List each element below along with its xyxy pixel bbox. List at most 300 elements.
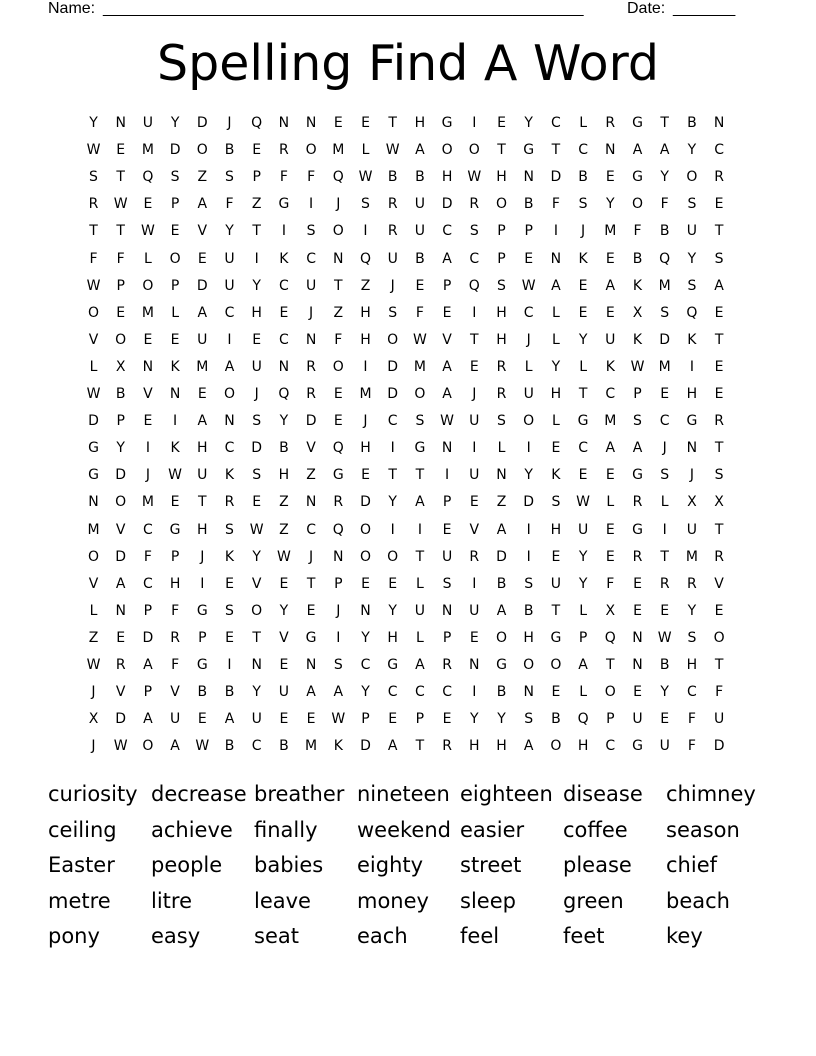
grid-letter[interactable]: N [169, 386, 181, 402]
grid-letter[interactable]: A [442, 386, 452, 402]
grid-letter[interactable]: P [170, 196, 180, 213]
grid-letter[interactable]: U [713, 711, 725, 728]
grid-letter[interactable]: J [145, 467, 150, 484]
grid-letter[interactable]: E [143, 413, 153, 430]
grid-letter[interactable]: A [115, 575, 126, 592]
grid-letter[interactable]: X [115, 358, 126, 375]
grid-letter[interactable]: R [632, 548, 643, 565]
grid-letter[interactable]: O [332, 358, 344, 375]
grid-letter[interactable]: C [714, 142, 724, 159]
grid-letter[interactable]: L [551, 331, 560, 348]
grid-letter[interactable]: X [687, 494, 697, 511]
grid-letter[interactable]: J [336, 602, 341, 619]
grid-letter[interactable]: C [387, 684, 398, 701]
grid-letter[interactable]: P [116, 413, 125, 430]
grid-letter[interactable]: W [385, 142, 400, 159]
grid-letter[interactable]: T [116, 223, 125, 240]
grid-letter[interactable]: T [551, 602, 561, 619]
grid-letter[interactable]: F [687, 738, 696, 755]
grid-letter[interactable]: T [470, 331, 479, 348]
grid-letter[interactable]: H [550, 386, 562, 402]
grid-letter[interactable]: T [578, 386, 588, 402]
grid-letter[interactable]: E [578, 467, 588, 484]
grid-letter[interactable]: P [606, 711, 615, 728]
grid-letter[interactable]: F [171, 602, 180, 619]
grid-letter[interactable]: K [170, 440, 180, 457]
grid-letter[interactable]: T [89, 223, 98, 240]
grid-letter[interactable]: W [276, 548, 291, 565]
grid-letter[interactable]: T [252, 223, 261, 240]
grid-letter[interactable]: I [390, 521, 395, 538]
grid-letter[interactable]: Q [332, 440, 344, 457]
grid-letter[interactable]: M [305, 738, 318, 755]
grid-letter[interactable]: H [523, 629, 534, 646]
grid-letter[interactable]: R [496, 386, 507, 402]
grid-letter[interactable]: Z [360, 277, 371, 294]
grid-letter[interactable]: F [633, 223, 642, 240]
grid-letter[interactable]: F [89, 250, 98, 267]
grid-letter[interactable]: C [659, 413, 670, 430]
grid-letter[interactable]: I [363, 223, 368, 240]
grid-letter[interactable]: E [279, 711, 289, 728]
grid-letter[interactable]: C [578, 440, 588, 457]
grid-letter[interactable]: N [523, 169, 534, 186]
grid-letter[interactable]: O [142, 738, 154, 755]
grid-letter[interactable]: T [388, 467, 397, 484]
grid-letter[interactable]: O [495, 196, 508, 213]
grid-letter[interactable]: I [553, 223, 558, 240]
grid-letter[interactable]: D [115, 467, 127, 484]
grid-letter[interactable]: R [170, 629, 180, 646]
grid-letter[interactable]: O [169, 250, 181, 267]
grid-letter[interactable]: R [442, 657, 452, 673]
grid-letter[interactable]: E [605, 169, 615, 186]
grid-letter[interactable]: D [550, 169, 562, 186]
grid-letter[interactable]: E [605, 467, 615, 484]
grid-letter[interactable]: H [360, 331, 371, 348]
grid-letter[interactable]: E [361, 115, 370, 131]
grid-letter[interactable]: G [196, 657, 208, 673]
grid-letter[interactable]: B [659, 223, 670, 240]
grid-letter[interactable]: F [687, 711, 696, 728]
grid-letter[interactable]: T [714, 223, 724, 240]
grid-letter[interactable]: U [469, 413, 480, 430]
grid-letter[interactable]: A [714, 277, 724, 294]
grid-letter[interactable]: S [333, 657, 343, 673]
grid-letter[interactable]: V [442, 331, 452, 348]
grid-letter[interactable]: C [306, 521, 316, 538]
grid-letter[interactable]: E [388, 711, 398, 728]
grid-letter[interactable]: H [496, 331, 507, 348]
grid-letter[interactable]: I [526, 521, 531, 538]
grid-letter[interactable]: I [662, 521, 667, 538]
grid-letter[interactable]: S [714, 467, 724, 484]
grid-letter[interactable]: T [714, 440, 724, 457]
grid-letter[interactable]: O [631, 196, 644, 213]
grid-letter[interactable]: E [306, 711, 316, 728]
grid-letter[interactable]: I [472, 115, 477, 131]
grid-letter[interactable]: N [686, 440, 698, 457]
grid-letter[interactable]: A [224, 358, 235, 375]
grid-letter[interactable]: Y [279, 413, 289, 430]
grid-letter[interactable]: C [605, 386, 616, 402]
grid-letter[interactable]: E [252, 494, 262, 511]
grid-letter[interactable]: U [469, 602, 480, 619]
grid-letter[interactable]: Y [279, 602, 289, 619]
grid-letter[interactable]: R [279, 142, 289, 159]
grid-letter[interactable]: J [390, 277, 395, 294]
grid-letter[interactable]: H [360, 304, 371, 321]
grid-letter[interactable]: O [604, 684, 616, 701]
grid-letter[interactable]: E [197, 386, 207, 402]
grid-letter[interactable]: O [468, 142, 480, 159]
grid-letter[interactable]: E [170, 494, 180, 511]
grid-letter[interactable]: N [360, 602, 371, 619]
grid-letter[interactable]: W [86, 657, 101, 673]
grid-letter[interactable]: Y [116, 440, 125, 457]
grid-letter[interactable]: I [445, 467, 450, 484]
grid-letter[interactable]: K [551, 467, 561, 484]
grid-letter[interactable]: P [143, 602, 153, 619]
grid-letter[interactable]: Y [470, 711, 479, 728]
grid-letter[interactable]: O [713, 629, 725, 646]
grid-letter[interactable]: C [306, 250, 316, 267]
grid-letter[interactable]: V [115, 521, 126, 538]
grid-letter[interactable]: Z [251, 196, 262, 213]
grid-letter[interactable]: O [142, 277, 154, 294]
grid-letter[interactable]: E [605, 304, 615, 321]
grid-letter[interactable]: U [414, 196, 426, 213]
grid-letter[interactable]: A [578, 657, 588, 673]
grid-letter[interactable]: I [472, 575, 477, 592]
grid-letter[interactable]: A [170, 738, 180, 755]
grid-letter[interactable]: X [88, 711, 99, 728]
grid-letter[interactable]: A [442, 358, 452, 375]
grid-letter[interactable]: S [524, 711, 534, 728]
grid-letter[interactable]: G [523, 142, 535, 159]
grid-letter[interactable]: F [116, 250, 125, 267]
grid-letter[interactable]: E [197, 711, 207, 728]
grid-letter[interactable]: T [306, 575, 316, 592]
grid-letter[interactable]: E [333, 413, 343, 430]
grid-letter[interactable]: K [170, 358, 180, 375]
grid-letter[interactable]: Y [687, 602, 697, 619]
grid-letter[interactable]: O [223, 386, 236, 402]
grid-letter[interactable]: W [467, 169, 482, 186]
grid-letter[interactable]: T [551, 142, 561, 159]
grid-letter[interactable]: Z [333, 304, 344, 321]
grid-letter[interactable]: U [224, 277, 235, 294]
grid-letter[interactable]: E [497, 115, 506, 131]
grid-letter[interactable]: V [251, 575, 262, 592]
grid-letter[interactable]: N [632, 629, 643, 646]
grid-letter[interactable]: S [225, 169, 234, 186]
grid-letter[interactable]: A [197, 413, 208, 430]
grid-letter[interactable]: N [333, 250, 344, 267]
grid-letter[interactable]: Y [524, 467, 533, 484]
grid-letter[interactable]: U [632, 711, 643, 728]
grid-letter[interactable]: B [578, 169, 588, 186]
grid-letter[interactable]: S [89, 169, 98, 186]
grid-letter[interactable]: P [415, 711, 425, 728]
grid-letter[interactable]: S [225, 521, 234, 538]
grid-letter[interactable]: Y [252, 684, 261, 701]
grid-letter[interactable]: P [442, 629, 452, 646]
grid-letter[interactable]: Y [578, 331, 588, 348]
grid-letter[interactable]: N [305, 657, 317, 673]
grid-letter[interactable]: L [89, 602, 98, 619]
grid-letter[interactable]: S [497, 277, 506, 294]
grid-letter[interactable]: B [224, 684, 235, 701]
grid-letter[interactable]: E [442, 521, 452, 538]
grid-letter[interactable]: C [523, 304, 534, 321]
grid-letter[interactable]: T [415, 738, 425, 755]
grid-letter[interactable]: V [88, 575, 99, 592]
grid-letter[interactable]: U [197, 467, 208, 484]
grid-letter[interactable]: H [387, 629, 398, 646]
grid-letter[interactable]: S [306, 223, 316, 240]
grid-letter[interactable]: N [523, 684, 534, 701]
grid-letter[interactable]: O [495, 629, 508, 646]
grid-letter[interactable]: U [197, 331, 208, 348]
grid-letter[interactable]: L [415, 575, 424, 592]
grid-letter[interactable]: L [551, 304, 560, 321]
grid-letter[interactable]: E [714, 386, 724, 402]
grid-letter[interactable]: C [578, 142, 588, 159]
grid-letter[interactable]: A [442, 250, 452, 267]
grid-letter[interactable]: A [632, 142, 643, 159]
grid-letter[interactable]: O [87, 548, 100, 565]
grid-letter[interactable]: R [469, 548, 480, 565]
grid-letter[interactable]: O [332, 223, 344, 240]
grid-letter[interactable]: N [278, 358, 290, 375]
grid-letter[interactable]: B [387, 169, 398, 186]
grid-letter[interactable]: Z [279, 494, 289, 511]
grid-letter[interactable]: U [414, 602, 426, 619]
grid-letter[interactable]: D [360, 494, 371, 511]
grid-letter[interactable]: G [632, 467, 643, 484]
grid-letter[interactable]: I [281, 223, 286, 240]
grid-letter[interactable]: F [715, 684, 724, 701]
grid-letter[interactable]: P [252, 169, 261, 186]
grid-letter[interactable]: J [689, 467, 694, 484]
grid-letter[interactable]: U [251, 711, 262, 728]
grid-letter[interactable]: Q [332, 169, 344, 186]
grid-letter[interactable]: W [412, 331, 427, 348]
grid-letter[interactable]: J [526, 331, 531, 348]
grid-letter[interactable]: A [224, 711, 235, 728]
grid-letter[interactable]: S [551, 494, 561, 511]
grid-letter[interactable]: E [633, 602, 642, 619]
grid-letter[interactable]: Y [388, 602, 397, 619]
grid-letter[interactable]: M [141, 304, 154, 321]
grid-letter[interactable]: J [91, 684, 96, 701]
grid-letter[interactable]: W [195, 738, 210, 755]
grid-letter[interactable]: J [91, 738, 96, 755]
grid-letter[interactable]: G [88, 440, 99, 457]
grid-letter[interactable]: M [604, 413, 617, 430]
grid-letter[interactable]: R [387, 223, 398, 240]
grid-letter[interactable]: E [116, 142, 126, 159]
grid-letter[interactable]: W [140, 223, 155, 240]
grid-letter[interactable]: D [713, 738, 725, 755]
grid-letter[interactable]: H [278, 467, 290, 484]
grid-letter[interactable]: E [660, 386, 670, 402]
grid-letter[interactable]: V [88, 331, 99, 348]
grid-letter[interactable]: O [387, 548, 399, 565]
grid-letter[interactable]: H [550, 521, 562, 538]
grid-letter[interactable]: P [524, 223, 533, 240]
grid-letter[interactable]: H [496, 304, 507, 321]
grid-letter[interactable]: P [198, 629, 207, 646]
grid-letter[interactable]: F [415, 304, 424, 321]
grid-letter[interactable]: N [305, 494, 317, 511]
grid-letter[interactable]: G [632, 169, 643, 186]
grid-letter[interactable]: B [279, 738, 289, 755]
grid-letter[interactable]: O [686, 169, 698, 186]
grid-letter[interactable]: E [170, 223, 180, 240]
grid-letter[interactable]: A [197, 196, 208, 213]
grid-letter[interactable]: O [115, 494, 127, 511]
grid-letter[interactable]: I [363, 358, 368, 375]
grid-letter[interactable]: R [469, 196, 480, 213]
grid-letter[interactable]: C [143, 575, 153, 592]
grid-letter[interactable]: Q [686, 304, 698, 321]
grid-letter[interactable]: C [551, 115, 561, 131]
grid-letter[interactable]: Y [497, 711, 506, 728]
grid-letter[interactable]: I [173, 413, 178, 430]
grid-letter[interactable]: P [442, 494, 452, 511]
grid-letter[interactable]: E [361, 467, 370, 484]
grid-letter[interactable]: A [632, 440, 643, 457]
grid-letter[interactable]: Q [278, 386, 290, 402]
grid-letter[interactable]: N [142, 358, 154, 375]
grid-letter[interactable]: A [143, 657, 153, 673]
grid-letter[interactable]: E [660, 602, 670, 619]
grid-letter[interactable]: T [714, 331, 724, 348]
grid-letter[interactable]: U [387, 250, 398, 267]
grid-letter[interactable]: N [278, 115, 290, 131]
grid-letter[interactable]: Y [578, 548, 588, 565]
grid-letter[interactable]: E [524, 250, 534, 267]
grid-letter[interactable]: B [415, 250, 425, 267]
grid-letter[interactable]: T [714, 521, 724, 538]
grid-letter[interactable]: N [115, 115, 126, 131]
grid-letter[interactable]: D [196, 277, 208, 294]
grid-letter[interactable]: Y [660, 684, 669, 701]
grid-letter[interactable]: T [198, 494, 207, 511]
grid-letter[interactable]: A [306, 684, 316, 701]
grid-letter[interactable]: Z [496, 494, 507, 511]
grid-letter[interactable]: D [88, 413, 99, 430]
grid-letter[interactable]: F [334, 331, 343, 348]
grid-letter[interactable]: T [252, 629, 261, 646]
grid-letter[interactable]: W [657, 629, 672, 646]
grid-letter[interactable]: Q [468, 277, 480, 294]
grid-letter[interactable]: Z [279, 521, 289, 538]
grid-letter[interactable]: N [441, 440, 453, 457]
grid-letter[interactable]: H [441, 169, 453, 186]
grid-letter[interactable]: T [334, 277, 343, 294]
grid-letter[interactable]: Q [577, 711, 589, 728]
grid-letter[interactable]: C [251, 738, 262, 755]
grid-letter[interactable]: K [605, 358, 615, 375]
grid-letter[interactable]: E [633, 575, 642, 592]
grid-letter[interactable]: G [632, 738, 643, 755]
grid-letter[interactable]: D [360, 738, 371, 755]
grid-letter[interactable]: U [469, 467, 480, 484]
grid-letter[interactable]: I [472, 304, 477, 321]
grid-letter[interactable]: R [333, 494, 344, 511]
grid-letter[interactable]: I [309, 196, 314, 213]
grid-letter[interactable]: S [687, 277, 697, 294]
grid-letter[interactable]: L [606, 494, 615, 511]
grid-letter[interactable]: D [196, 115, 208, 131]
grid-letter[interactable]: N [333, 548, 344, 565]
grid-letter[interactable]: B [496, 575, 507, 592]
grid-letter[interactable]: Y [252, 277, 261, 294]
grid-letter[interactable]: M [658, 358, 671, 375]
grid-letter[interactable]: G [441, 115, 453, 131]
grid-letter[interactable]: J [472, 386, 477, 402]
grid-letter[interactable]: G [550, 629, 562, 646]
grid-letter[interactable]: Y [361, 629, 370, 646]
grid-letter[interactable]: L [497, 440, 506, 457]
grid-letter[interactable]: Q [359, 250, 372, 267]
grid-letter[interactable]: E [578, 277, 588, 294]
grid-letter[interactable]: F [143, 548, 152, 565]
grid-letter[interactable]: N [88, 494, 99, 511]
grid-letter[interactable]: B [523, 196, 534, 213]
grid-letter[interactable]: O [414, 386, 426, 402]
grid-letter[interactable]: J [581, 223, 586, 240]
grid-letter[interactable]: B [687, 115, 697, 131]
grid-letter[interactable]: R [306, 386, 316, 402]
grid-letter[interactable]: K [578, 250, 588, 267]
grid-letter[interactable]: W [86, 277, 101, 294]
grid-letter[interactable]: S [497, 413, 506, 430]
grid-letter[interactable]: G [632, 115, 643, 131]
grid-letter[interactable]: H [469, 738, 480, 755]
grid-letter[interactable]: L [171, 304, 179, 321]
grid-letter[interactable]: Y [578, 575, 588, 592]
grid-letter[interactable]: O [550, 657, 562, 673]
grid-letter[interactable]: E [116, 304, 126, 321]
grid-letter[interactable]: E [551, 684, 561, 701]
grid-letter[interactable]: K [333, 738, 343, 755]
grid-letter[interactable]: W [113, 196, 128, 213]
grid-letter[interactable]: P [497, 250, 506, 267]
grid-letter[interactable]: E [197, 250, 207, 267]
grid-letter[interactable]: E [279, 304, 289, 321]
grid-letter[interactable]: V [306, 440, 316, 457]
grid-letter[interactable]: T [714, 657, 724, 673]
grid-letter[interactable]: V [143, 386, 153, 402]
grid-letter[interactable]: U [605, 331, 616, 348]
grid-letter[interactable]: T [388, 115, 397, 131]
grid-letter[interactable]: A [143, 711, 153, 728]
grid-letter[interactable]: W [440, 413, 455, 430]
grid-letter[interactable]: N [305, 331, 317, 348]
grid-letter[interactable]: D [251, 440, 263, 457]
grid-letter[interactable]: M [141, 142, 154, 159]
grid-letter[interactable]: Y [388, 494, 397, 511]
grid-letter[interactable]: D [496, 548, 507, 565]
grid-letter[interactable]: E [279, 657, 289, 673]
grid-letter[interactable]: M [359, 386, 372, 402]
grid-letter[interactable]: H [496, 738, 507, 755]
grid-letter[interactable]: T [660, 115, 669, 131]
